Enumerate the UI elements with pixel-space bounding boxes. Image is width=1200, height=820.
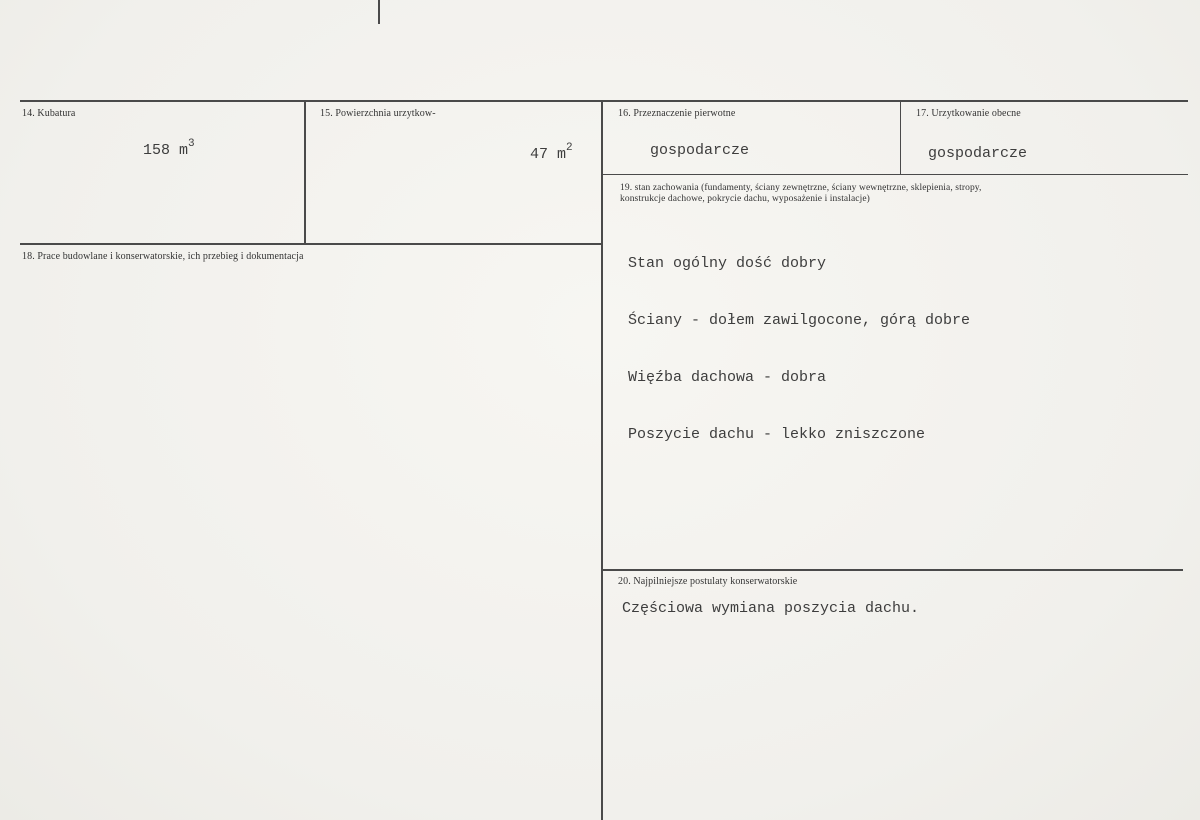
field-19-text: [628, 216, 970, 482]
field-14-value: [143, 140, 195, 159]
field-19-label-line1: 19. stan zachowania (fundamenty, ściany zewnętrzne, ściany wewnętrzne, sklepienia, stropy,: [620, 183, 982, 193]
field-14-exponent: 3: [188, 138, 195, 150]
divider-16-17: [900, 101, 901, 175]
field-19-line-1: Stan ogólny dość dobry: [628, 255, 827, 272]
field-19-line-3: Więźba dachowa - dobra: [628, 369, 827, 386]
main-divider: [601, 101, 603, 820]
field-15-value: [530, 144, 573, 163]
field-20-value: Częściowa wymiana poszycia dachu.: [622, 600, 920, 617]
field-15-label: 15. Powierzchnia urzytkow-: [320, 108, 436, 119]
field-20-label: 20. Najpilniejsze postulaty konserwatorskie: [618, 576, 798, 587]
field-14-number: 158 m: [143, 142, 189, 159]
rule-under-14-15: [20, 243, 603, 245]
top-tick-mark: [378, 0, 380, 24]
field-17-value: gospodarcze: [928, 145, 1028, 162]
field-17-label: 17. Urzytkowanie obecne: [916, 108, 1021, 119]
field-16-value: gospodarcze: [650, 142, 750, 159]
field-14-label: 14. Kubatura: [22, 108, 76, 119]
field-18-label: 18. Prace budowlane i konserwatorskie, ich przebieg i dokumentacja: [22, 251, 304, 262]
field-16-label: 16. Przeznaczenie pierwotne: [618, 108, 736, 119]
field-19-line-4: Poszycie dachu - lekko zniszczone: [628, 426, 926, 443]
top-rule: [20, 100, 1188, 102]
rule-above-20: [603, 569, 1183, 571]
field-19-line-2: Ściany - dołem zawilgocone, górą dobre: [628, 312, 971, 329]
field-15-exponent: 2: [566, 142, 573, 154]
divider-14-15: [304, 101, 306, 244]
rule-under-16-17: [603, 174, 1188, 175]
field-15-number: 47 m: [530, 146, 567, 163]
field-19-label-line2: konstrukcje dachowe, pokrycie dachu, wyposażenie i instalacje): [620, 194, 870, 204]
